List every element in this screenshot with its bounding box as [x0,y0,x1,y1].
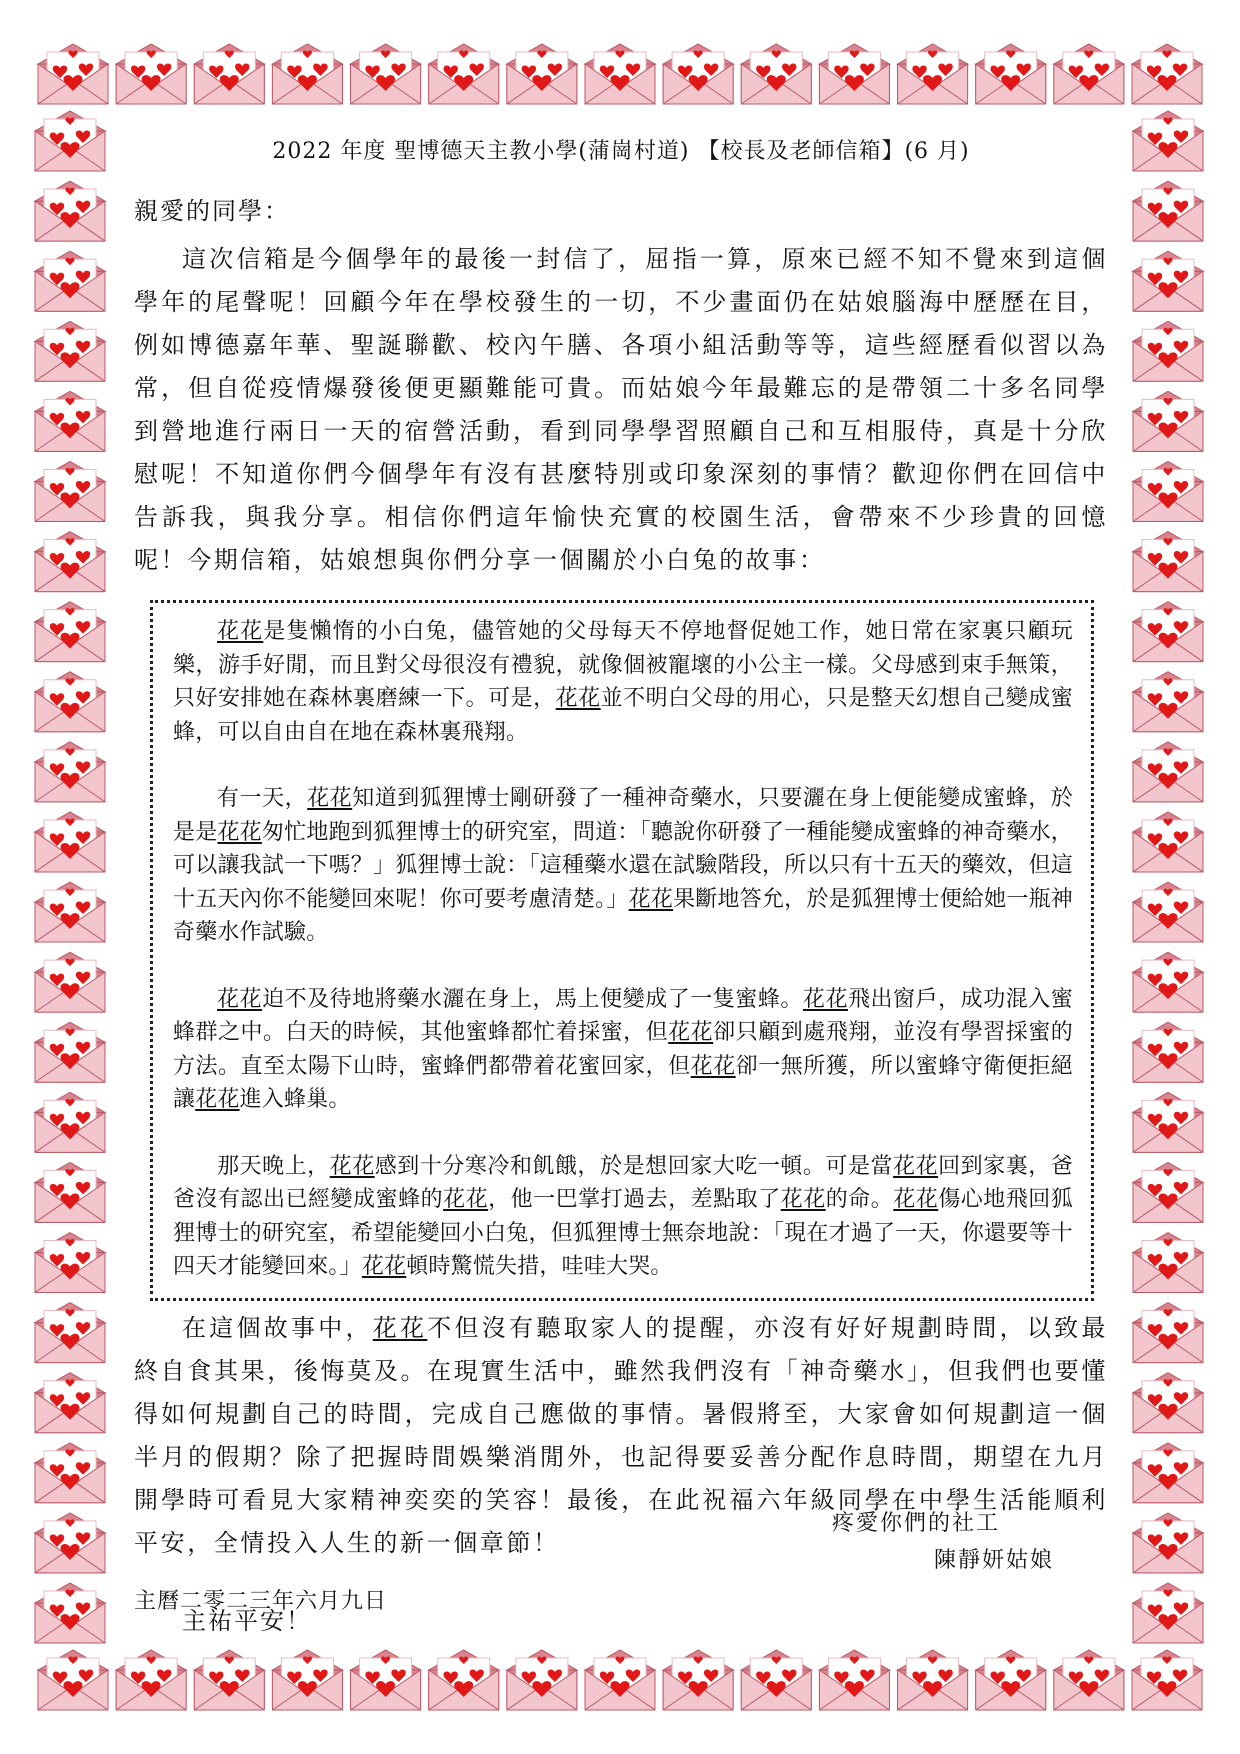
text-segment: ，他一巴掌打過去，差點取了 [488,1187,781,1212]
envelope-heart-icon [35,1513,105,1573]
envelope-heart-icon [1132,44,1202,104]
envelope-heart-icon [194,44,264,104]
envelope-heart-icon [1133,1513,1203,1573]
envelope-heart-icon [35,672,105,732]
character-name: 花花 [802,986,848,1012]
text-segment: 匆忙地跑到狐狸博士的研究室，問道：「聽說你研發了一種能變成蜜蜂的神奇藥水，可以讓我試一下嗎？」狐狸博士說：「這種藥水還在試驗階段，所以只有十五天的藥效，但這十五天內你不能變回來呢！你可要考慮清楚。」 [173,819,1074,912]
envelope-heart-icon [663,44,733,104]
text-segment: 飛出窗戶，成功混入蜜蜂群之中。白天的時候，其他蜜蜂都忙着採蜜，但 [173,986,1073,1045]
envelope-heart-icon [1133,111,1203,171]
character-name: 花花 [893,1153,939,1179]
text-segment: 是隻懶惰的小白兔，儘管她的父母每天不停地督促她工作，她日常在家裏只顧玩樂，游手好閒，而且對父母很沒有禮貌，就像個被寵壞的小公主一樣。父母感到束手無策，只好安排她在森林裏磨練一下。可是， [173,619,1073,711]
character-name: 花花 [195,1087,240,1112]
envelope-heart-icon [1133,251,1203,311]
text-segment: 進入蜂巢。 [239,1087,351,1112]
envelope-heart-icon [35,882,105,942]
envelope-heart-icon [35,181,105,241]
character-name: 花花 [690,1053,736,1079]
text-segment: 卻一無所獲，所以蜜蜂守衛便拒絕讓 [173,1053,1073,1112]
envelope-heart-icon [35,742,105,802]
envelope-heart-icon [1133,742,1203,802]
envelope-heart-icon [35,461,105,521]
envelope-heart-icon [1133,1233,1203,1293]
text-segment: 不但沒有聽取家人的提醒，亦沒有好好規劃時間，以致最終自食其果，後悔莫及。在現實生活中，雖然我們沒有「神奇藥水」，但我們也要懂得如何規劃自己的時間，完成自己應做的事情。暑假將至，大家會如何規劃這一個半月的假期？除了把握時間娛樂消閒外，也記得要妥善分配作息時間，期望在九月開學時可看見大家精神奕奕的笑容！最後，在此祝福六年級同學在中學生活能順利平安，全情投入人生的新一個章節！ [134,1313,1108,1557]
character-name: 花花 [443,1187,489,1212]
envelope-heart-icon [38,1650,108,1710]
envelope-heart-icon [1133,812,1203,872]
character-name: 花花 [217,819,262,845]
character-name: 花花 [372,1313,428,1342]
text-segment: 有一天， [217,786,308,811]
envelope-heart-icon [1133,952,1203,1012]
envelope-heart-icon [35,812,105,872]
envelope-heart-icon [35,321,105,381]
envelope-heart-icon [116,44,186,104]
envelope-heart-icon [507,44,577,104]
envelope-heart-icon [35,1443,105,1503]
letter-greeting: 親愛的同學： [134,197,290,225]
character-name: 花花 [668,1020,714,1045]
envelope-heart-icon [35,251,105,311]
letter-content [134,116,1108,1636]
text-segment: 頓時驚慌失措，哇哇大哭。 [406,1254,673,1279]
envelope-heart-icon [35,1583,105,1643]
envelope-heart-icon [1133,1583,1203,1643]
envelope-heart-icon [35,1022,105,1082]
envelope-heart-icon [898,44,968,104]
character-name: 花花 [217,619,264,644]
envelope-heart-icon [35,1303,105,1363]
character-name: 花花 [329,1153,375,1179]
envelope-heart-icon [429,44,499,104]
text-segment: 果斷地答允，於是狐狸博士便給她一瓶神奇藥水作試驗。 [173,886,1074,945]
character-name: 花花 [361,1254,407,1279]
text-segment: 知道到狐狸博士剛研發了一種神奇藥水，只要灑在身上便能變成蜜蜂，於是是 [173,786,1073,845]
envelope-heart-icon [1133,181,1203,241]
envelope-heart-icon [1054,1650,1124,1710]
envelope-heart-icon [35,1233,105,1293]
envelope-heart-icon [194,1650,264,1710]
text-segment: 並不明白父母的用心，只是整天幻想自己變成蜜蜂，可以自由自在地在森林裏飛翔。 [173,686,1074,745]
envelope-heart-icon [38,44,108,104]
letter-title: 2022 年度 聖博德天主教小學(蒲崗村道) 【校長及老師信箱】(6 月) [272,139,970,164]
intro-paragraph: 這次信箱是今個學年的最後一封信了，屈指一算，原來已經不知不覺來到這個學年的尾聲呢！回顧今年在學校發生的一切，不少畫面仍在姑娘腦海中歷歷在目，例如博德嘉年華、聖誕聯歡、校內午膳、各項小組活動等等，這些經歷看似習以為常，但自從疫情爆發後便更顯難能可貴。而姑娘今年最難忘的是帶領二十多名同學到營地進行兩日一天的宿營活動，看到同學學習照顧自己和互相服侍，真是十分欣慰呢！不知道你們今個學年有沒有甚麼特別或印象深刻的事情？歡迎你們在回信中告訴我，與我分享。相信你們這年愉快充實的校園生活，會帶來不少珍貴的回憶呢！今期信箱，姑娘想與你們分享一個關於小白兔的故事： [134,245,1108,574]
envelope-heart-icon [35,1162,105,1222]
envelope-heart-icon [35,1373,105,1433]
character-name: 花花 [628,886,674,912]
envelope-heart-icon [1133,1162,1203,1222]
envelope-heart-icon [1133,461,1203,521]
signoff-name: 陳靜妍姑娘 [934,1548,1055,1573]
envelope-heart-icon [976,1650,1046,1710]
text-segment: 的命。 [825,1187,894,1212]
envelope-heart-icon [819,1650,889,1710]
character-name: 花花 [217,986,263,1012]
envelope-heart-icon [1132,1650,1202,1710]
envelope-heart-icon [1133,1022,1203,1082]
envelope-heart-icon [35,952,105,1012]
envelope-heart-icon [35,1092,105,1152]
envelope-heart-icon [819,44,889,104]
envelope-heart-icon [1133,391,1203,451]
envelope-heart-icon [351,1650,421,1710]
text-segment: 傷心地飛回狐狸博士的研究室，希望能變回小白兔，但狐狸博士無奈地說：「現在才過了一天，你還要等十四天才能變回來。」 [173,1187,1073,1279]
envelope-heart-icon [1133,1092,1203,1152]
envelope-heart-icon [1133,672,1203,732]
story-paragraph-3 [173,983,1073,1117]
envelope-heart-icon [35,602,105,662]
envelope-heart-icon [1133,882,1203,942]
letter-date: 主曆二零二三年六月九日 [134,1589,388,1614]
envelope-heart-icon [585,44,655,104]
envelope-heart-icon [663,1650,733,1710]
character-name: 花花 [555,686,601,711]
character-name: 花花 [780,1187,826,1212]
envelope-heart-icon [272,1650,342,1710]
story-box [150,600,1094,1301]
envelope-heart-icon [741,44,811,104]
envelope-heart-icon [585,1650,655,1710]
story-paragraph-1 [173,615,1073,749]
envelope-heart-icon [351,44,421,104]
story-paragraph-4 [173,1150,1073,1284]
envelope-heart-icon [1133,1373,1203,1433]
text-segment: 在這個故事中， [182,1313,373,1342]
envelope-heart-icon [1133,1443,1203,1503]
envelope-heart-icon [1133,321,1203,381]
envelope-heart-icon [507,1650,577,1710]
envelope-heart-icon [976,44,1046,104]
text-segment: 感到十分寒冷和飢餓，於是想回家大吃一頓。可是當 [374,1153,894,1179]
character-name: 花花 [893,1187,939,1212]
envelope-heart-icon [1133,602,1203,662]
envelope-heart-icon [35,111,105,171]
envelope-heart-icon [116,1650,186,1710]
envelope-heart-icon [1133,1303,1203,1363]
envelope-heart-icon [1133,532,1203,592]
text-segment: 回到家裏，爸爸沒有認出已經變成蜜蜂的 [173,1153,1073,1212]
envelope-heart-icon [35,532,105,592]
envelope-heart-icon [741,1650,811,1710]
envelope-heart-icon [1054,44,1124,104]
text-segment: 迫不及待地將藥水灑在身上，馬上便變成了一隻蜜蜂。 [262,986,803,1012]
envelope-heart-icon [35,391,105,451]
envelope-heart-icon [898,1650,968,1710]
signoff-role: 疼愛你們的社工 [832,1511,1001,1536]
text-segment: 卻只顧到處飛翔，並沒有學習採蜜的方法。直至太陽下山時，蜜蜂們都帶着花蜜回家，但 [173,1020,1073,1079]
story-paragraph-2 [173,782,1073,950]
closing-blessing: 主祐平安！ [182,1606,312,1635]
character-name: 花花 [307,786,353,811]
text-segment: 那天晚上， [217,1153,330,1179]
envelope-heart-icon [429,1650,499,1710]
envelope-heart-icon [272,44,342,104]
